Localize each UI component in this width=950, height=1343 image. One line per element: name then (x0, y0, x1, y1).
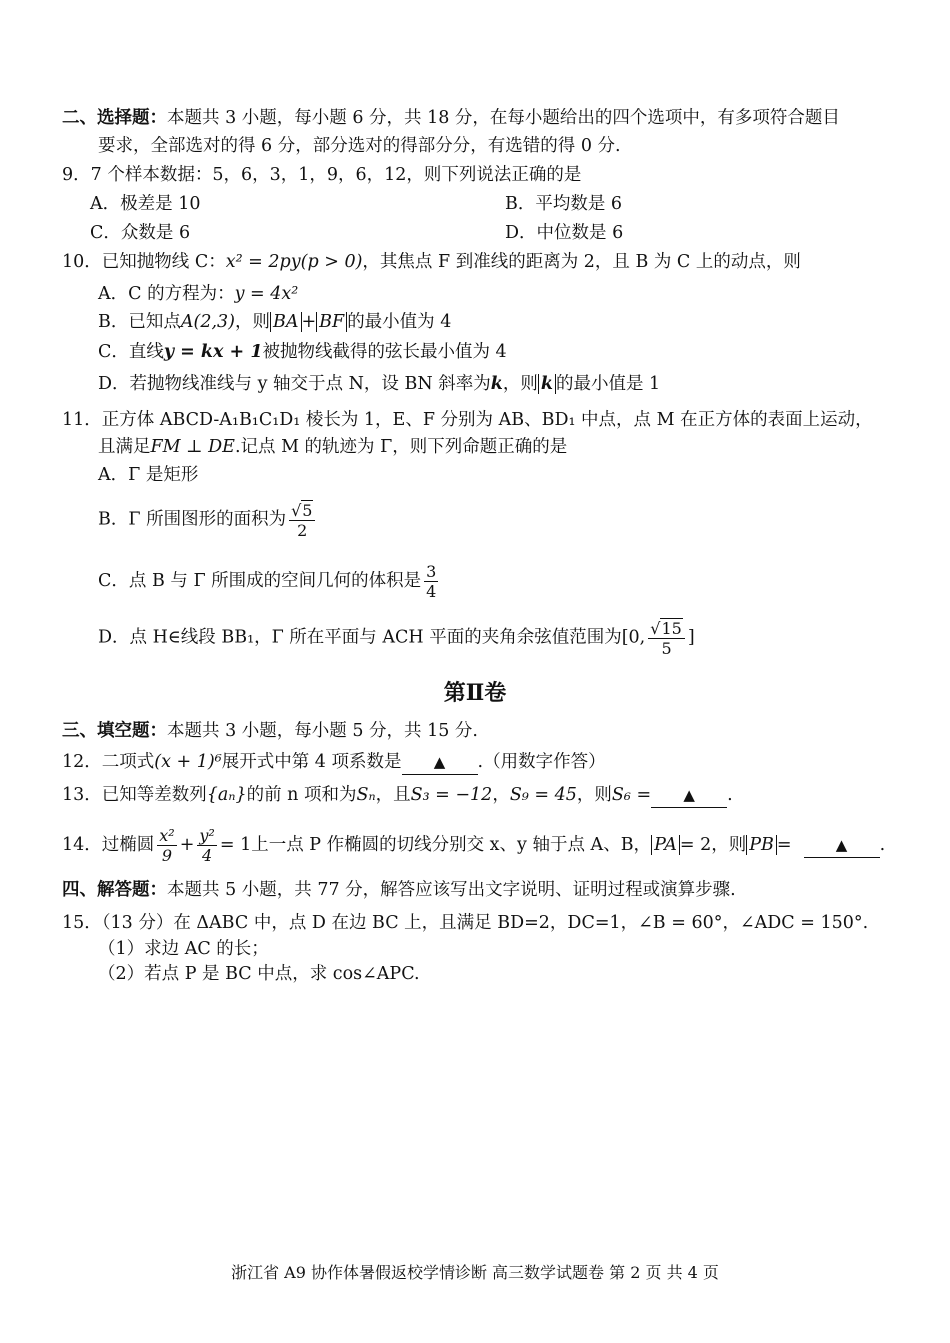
q10-a-formula: y = 4x² (234, 284, 299, 304)
q11-stem2-a: 且满足 (98, 437, 151, 457)
q9-option-a: A．极差是 10 (90, 194, 201, 214)
q11-stem-line2 (98, 435, 567, 459)
q11-stem2-formula: FM ⊥ DE (150, 437, 235, 457)
q11-option-a: A．Γ 是矩形 (98, 465, 199, 485)
q14-b: 上一点 P 作椭圆的切线分别交 x、y 轴于点 A、B， (251, 835, 652, 855)
q11-d-numerator: √15 (648, 618, 685, 639)
q13-e: ，则 (576, 785, 612, 805)
q9-option-d: D．中位数是 6 (505, 223, 624, 243)
q11-d-fraction (648, 618, 685, 658)
q12-a: 12．二项式 (62, 752, 155, 772)
q14-fraction-x (157, 826, 176, 865)
q14-c: ，则 (711, 835, 747, 855)
q14-eq: = 1 (219, 835, 252, 855)
q10-b-point: A(2,3) (180, 312, 235, 332)
part3-heading: 三、填空题： (62, 721, 167, 741)
q11-stem: 11．正方体 ABCD-A₁B₁C₁D₁ 棱长为 1，E、F 分别为 AB、BD₁ 中点，点 M 在正方体的表面上运动， (62, 410, 873, 430)
q10-stem-a: 10．已知抛物线 C： (62, 252, 226, 272)
q12-c: .（用数字作答） (477, 752, 606, 772)
section-title: 第Ⅱ卷 (443, 680, 507, 706)
q9-option-b: B．平均数是 6 (505, 194, 623, 214)
part2-heading: 二、选择题： (62, 108, 167, 128)
q14-f1-den: 9 (161, 846, 173, 865)
q10-stem-b: ，其焦点 F 到准线的距离为 2，且 B 为 C 上的动点，则 (362, 252, 801, 272)
q11-b-text: B．Γ 所围图形的面积为 (98, 509, 287, 530)
q14-pb-eq: = (776, 835, 792, 855)
q11-b-num-radicand: 5 (302, 501, 313, 520)
q13-d: ， (492, 785, 510, 805)
q14-f2-num: y² (199, 826, 215, 845)
q14-pa-val: = 2 (679, 835, 712, 855)
q13-a: 13．已知等差数列 (62, 785, 207, 805)
q14-a: 14．过椭圆 (62, 835, 155, 855)
q10-stem-formula: x² = 2py(p > 0) (225, 252, 363, 272)
q10-option-c (98, 340, 507, 364)
q12 (62, 750, 606, 775)
q14-fraction-y (197, 826, 216, 865)
q15-stem: 15．（13 分）在 ΔABC 中，点 D 在边 BC 上，且满足 BD=2，DC=1，∠B = 60°，∠ADC = 150°. (62, 913, 869, 933)
q11-d-text: D．点 H∈线段 BB₁，Γ 所在平面与 ACH 平面的夹角余弦值范围为[0, (98, 627, 646, 648)
q12-formula: (x + 1)⁶ (154, 752, 222, 772)
q13-s9: S₉ = 45 (509, 785, 577, 805)
q11-d-num-radicand: 15 (661, 619, 682, 638)
part2-intro-text: 本题共 3 小题，每小题 6 分，共 18 分，在每小题给出的四个选项中，有多项符合题目 (167, 108, 840, 128)
q14-f1-num: x² (159, 826, 175, 845)
q11-c-numerator: 3 (426, 562, 437, 581)
q10-c-formula: y = kx + 1 (163, 342, 263, 362)
page-footer: 浙江省 A9 协作体暑假返校学情诊断 高三数学试题卷 第 2 页 共 4 页 (231, 1263, 719, 1282)
q9-option-c: C．众数是 6 (90, 223, 191, 243)
q10-d-mid: ，则 (502, 374, 538, 394)
q13 (62, 783, 733, 808)
q13-sn: Sₙ (356, 785, 376, 805)
q10-b-mid: ，则 (235, 312, 270, 332)
q11-option-d (98, 618, 695, 658)
q10-b-text: B．已知点 (98, 312, 181, 332)
q13-s3: S₃ = −12 (410, 785, 493, 805)
q11-d-end: ] (687, 627, 695, 648)
q11-c-fraction (424, 562, 438, 601)
part4-heading: 四、解答题： (62, 880, 167, 900)
q10-a-text: A．C 的方程为： (98, 284, 235, 304)
q10-option-a (98, 282, 298, 306)
q14-f2-den: 4 (202, 846, 213, 865)
part4-intro-text: 本题共 5 小题，共 77 分，解答应该写出文字说明、证明过程或演算步骤. (167, 880, 736, 900)
q10-d-text: D．若抛物线准线与 y 轴交于点 N，设 BN 斜率为 (98, 374, 491, 394)
q13-c: ，且 (375, 785, 411, 805)
q13-seq: {aₙ} (206, 785, 247, 805)
part2-intro-line2: 要求，全部选对的得 6 分，部分选对的得部分分，有选错的得 0 分. (98, 136, 621, 156)
q11-c-denominator: 4 (426, 582, 437, 601)
q13-b: 的前 n 项和为 (246, 785, 357, 805)
part4-intro (62, 878, 736, 902)
q13-s6: S₆ = (611, 785, 652, 805)
q11-option-b (98, 500, 318, 540)
q11-b-numerator: √5 (289, 500, 315, 521)
q15-part2: （2）若点 P 是 BC 中点，求 cos∠APC. (98, 964, 420, 984)
q9-stem: 9．7 个样本数据：5，6，3，1，9，6，12，则下列说法正确的是 (62, 165, 582, 185)
q11-d-denominator: 5 (661, 639, 672, 658)
q10-b-end: 的最小值为 4 (347, 312, 452, 332)
q10-d-k: k (490, 374, 503, 394)
q10-b-abs2: BF (316, 312, 347, 332)
q11-c-text: C．点 B 与 Γ 所围成的空间几何的体积是 (98, 571, 422, 591)
q11-b-denominator: 2 (297, 521, 308, 540)
q13-answer-blank: ▲ (651, 783, 727, 808)
q11-b-fraction (289, 500, 315, 540)
q14-pa: PA (651, 835, 680, 855)
q10-d-end: 的最小值是 1 (556, 374, 661, 394)
q10-c-text: C．直线 (98, 342, 164, 362)
q10-option-b (98, 310, 451, 334)
q14-answer-blank: ▲ (804, 833, 880, 858)
q10-d-abs: k (538, 374, 556, 394)
q14-d: . (879, 835, 886, 855)
q10-option-d (98, 372, 660, 396)
part2-intro (62, 106, 840, 130)
q10-stem (62, 250, 801, 274)
q10-b-plus: + (301, 312, 317, 332)
q10-b-abs1: BA (270, 312, 302, 332)
part3-intro-text: 本题共 3 小题，每小题 5 分，共 15 分. (167, 721, 478, 741)
q15-part1: （1）求边 AC 的长； (98, 939, 269, 959)
q14 (62, 826, 885, 865)
q13-f: . (727, 785, 733, 805)
q10-c-end: 被抛物线截得的弦长最小值为 4 (262, 342, 507, 362)
q14-plus: + (179, 835, 195, 855)
q12-answer-blank: ▲ (402, 750, 478, 775)
q14-pb: PB (746, 835, 777, 855)
q11-option-c (98, 562, 441, 601)
part3-intro (62, 719, 478, 743)
q12-b: 展开式中第 4 项系数是 (221, 752, 402, 772)
q11-stem2-b: .记点 M 的轨迹为 Γ，则下列命题正确的是 (234, 437, 568, 457)
